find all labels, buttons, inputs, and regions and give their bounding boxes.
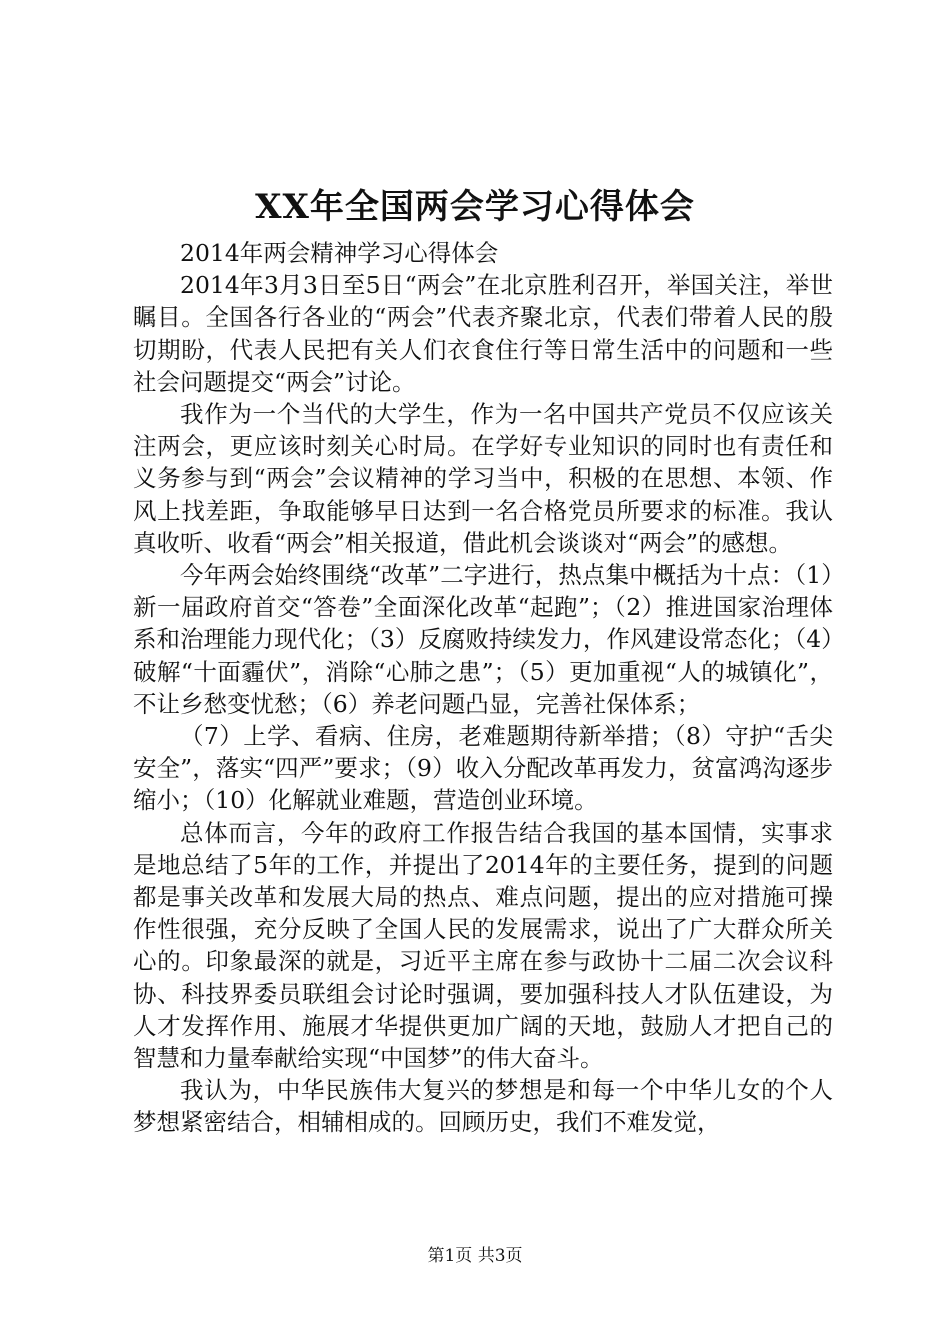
page-title: XX年全国两会学习心得体会: [255, 187, 695, 227]
paragraph: 今年两会始终围绕“改革”二字进行，热点集中概括为十点：（1）新一届政府首交“答卷”全面深化改革“起跑”；（2）推进国家治理体系和治理能力现代化；（3）反腐败持续发力，作风建设常态化；（4）破解“十面霾伏”，消除“心肺之患”；（5）更加重视“人的城镇化”，不让乡愁变忧愁；（6）养老问题凸显，完善社保体系；: [133, 561, 833, 718]
paragraph: 总体而言，今年的政府工作报告结合我国的基本国情，实事求是地总结了5年的工作，并提出了2014年的主要任务，提到的问题都是事关改革和发展大局的热点、难点问题，提出的应对措施可操作性很强，充分反映了全国人民的发展需求，说出了广大群众所关心的。印象最深的就是，习近平主席在参与政协十二届二次会议科协、科技界委员联组会讨论时强调，要加强科技人才队伍建设，为人才发挥作用、施展才华提供更加广阔的天地，鼓励人才把自己的智慧和力量奉献给实现“中国梦”的伟大奋斗。: [133, 818, 833, 1073]
paragraph: 我认为，中华民族伟大复兴的梦想是和每一个中华儿女的个人梦想紧密结合，相辅相成的。回顾历史，我们不难发觉，: [133, 1076, 833, 1137]
paragraph: 我作为一个当代的大学生，作为一名中国共产党员不仅应该关注两会，更应该时刻关心时局。在学好专业知识的同时也有责任和义务参与到“两会”会议精神的学习当中，积极的在思想、本领、作风上找差距，争取能够早日达到一名合格党员所要求的标准。我认真收听、收看“两会”相关报道，借此机会谈谈对“两会”的感想。: [133, 400, 833, 557]
paragraph: （7）上学、看病、住房，老难题期待新举措；（8）守护“舌尖安全”，落实“四严”要求；（9）收入分配改革再发力，贫富鸿沟逐步缩小；（10）化解就业难题，营造创业环境。: [133, 722, 833, 815]
paragraph: 2014年3月3日至5日“两会”在北京胜利召开，举国关注，举世瞩目。全国各行各业的“两会”代表齐聚北京，代表们带着人民的殷切期盼，代表人民把有关人们衣食住行等日常生活中的问题和一些社会问题提交“两会”讨论。: [133, 271, 833, 396]
document-body: [133, 237, 833, 1139]
paragraph-subtitle: 2014年两会精神学习心得体会: [180, 239, 499, 267]
page-footer: 第1页 共3页: [427, 1246, 523, 1266]
